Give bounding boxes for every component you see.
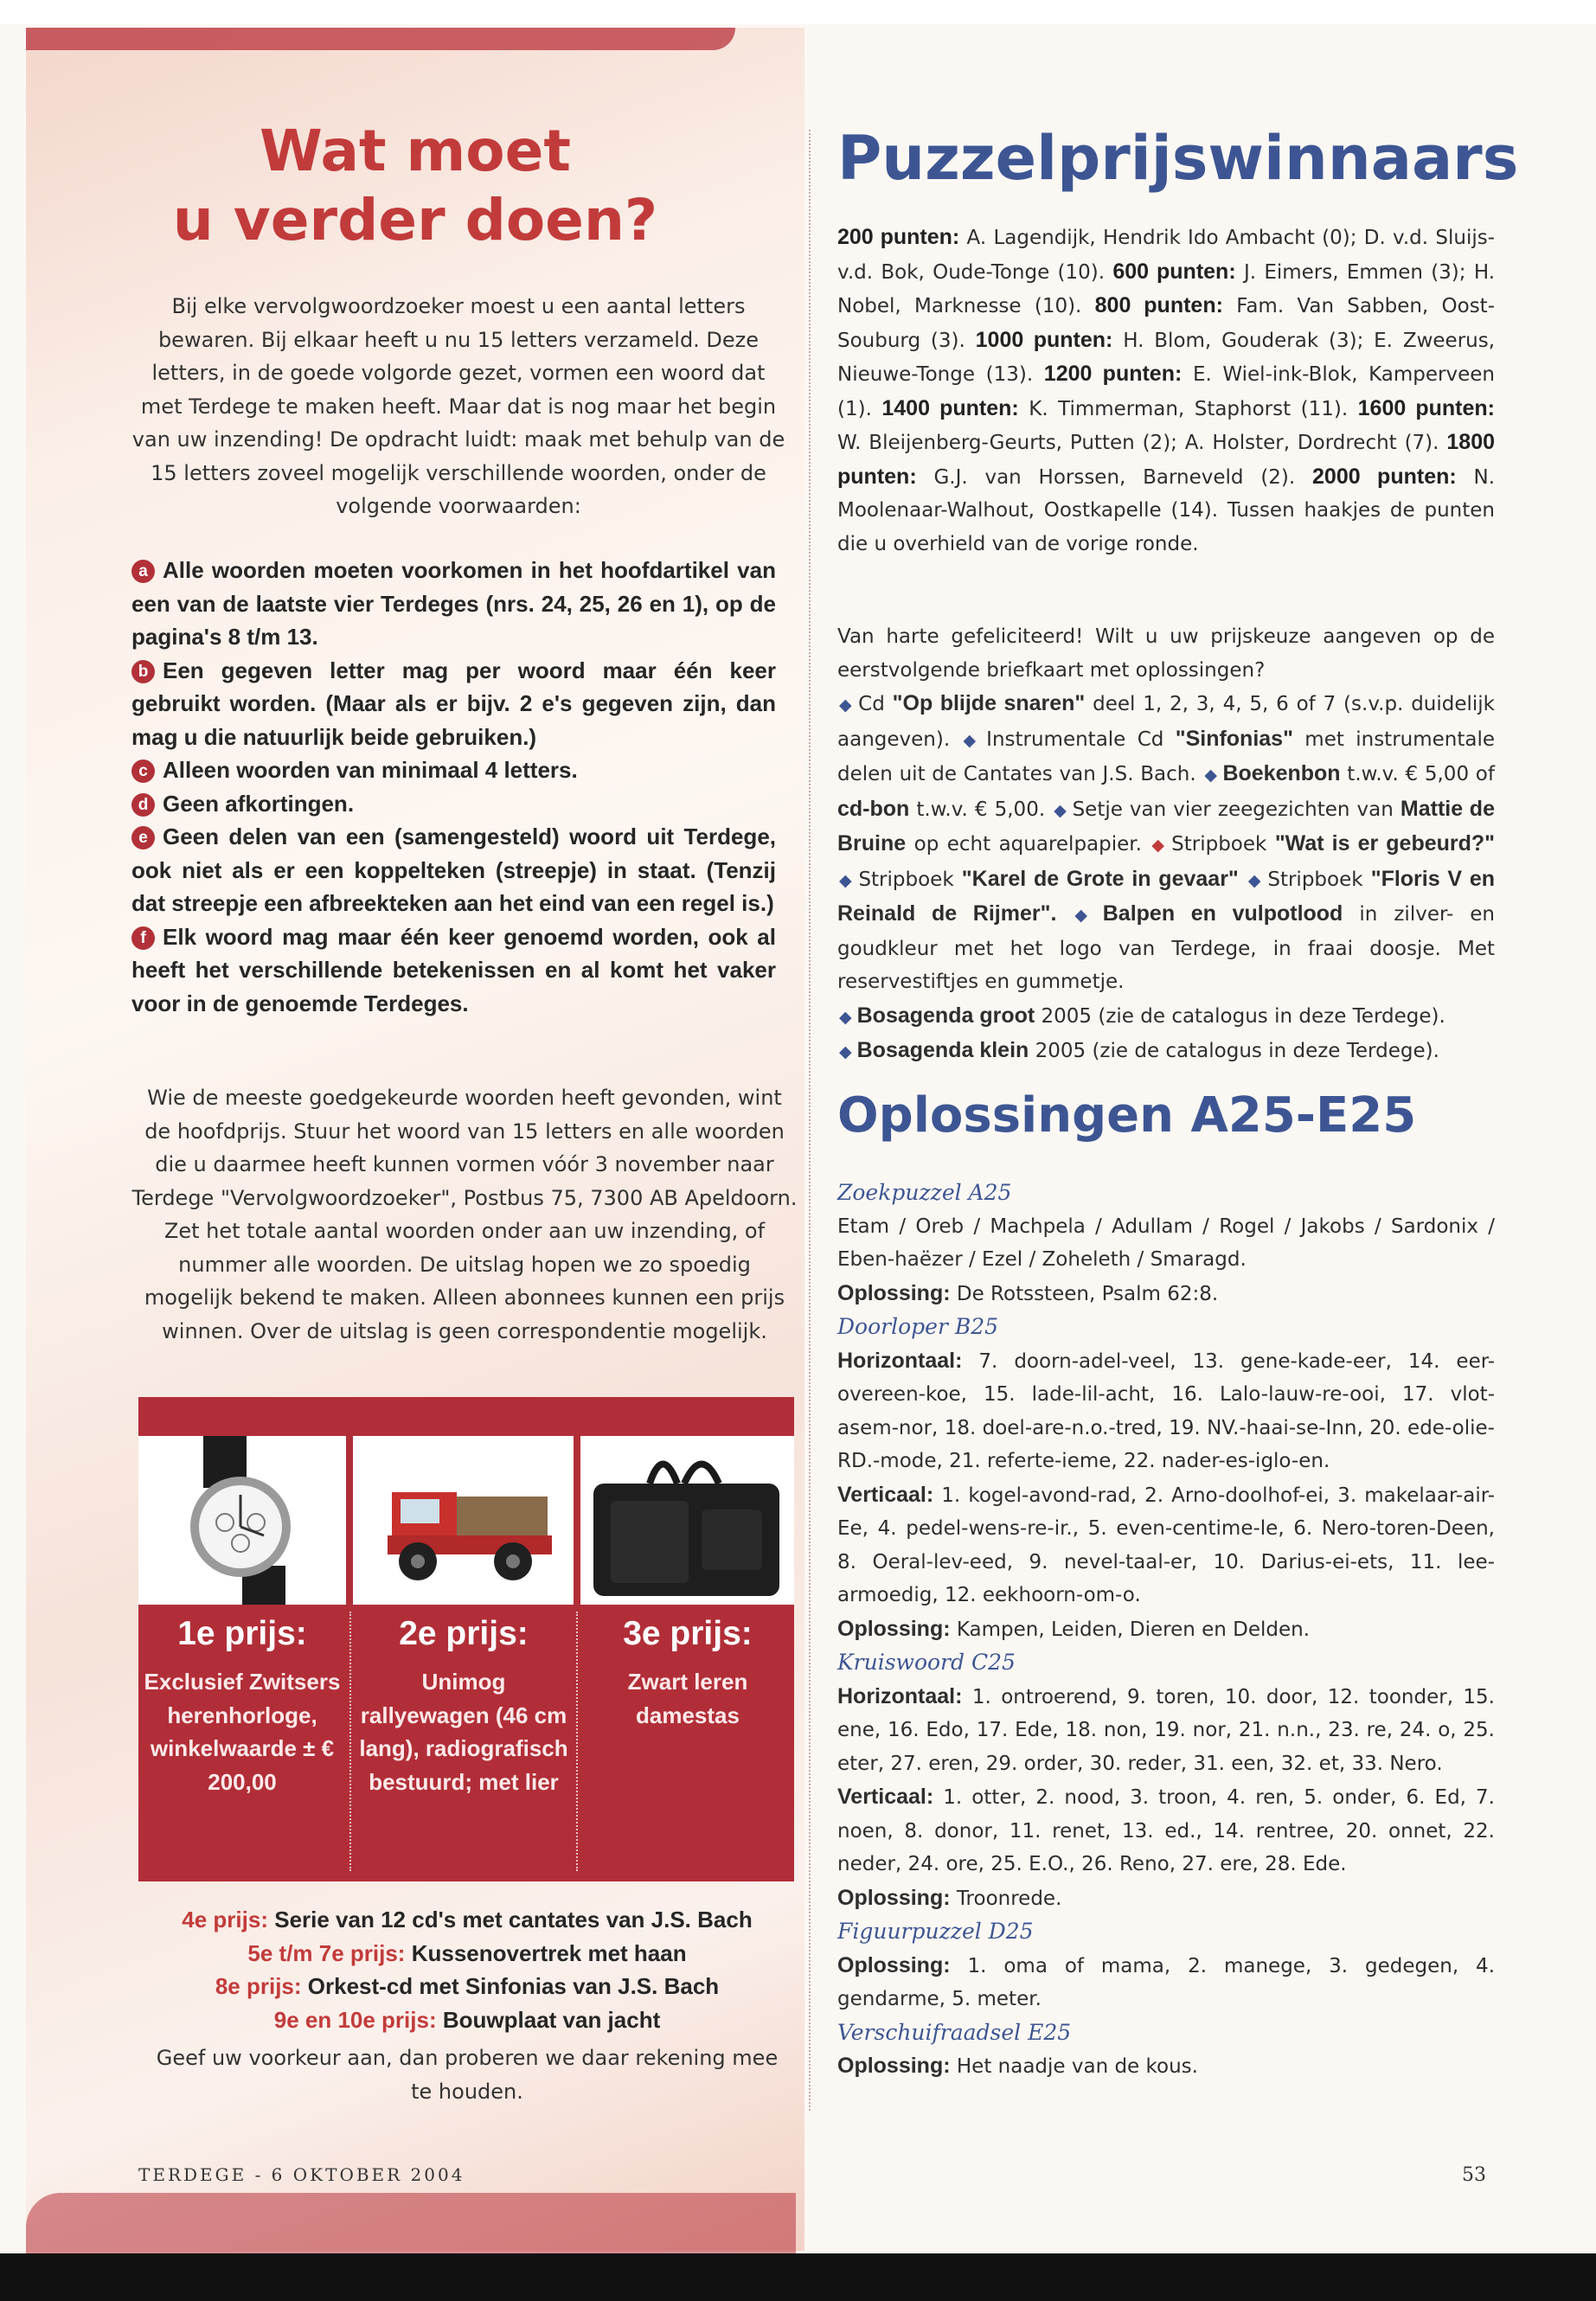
winners-title: Puzzelprijswinnaars bbox=[837, 123, 1519, 194]
diamond-bullet-icon: ◆ bbox=[839, 1042, 852, 1061]
item-text: t.w.v. € 5,00 of bbox=[1347, 763, 1495, 785]
closing-paragraph: Wie de meeste goedgekeurde woorden heeft gevonden, wint de hoofdprijs. Stuur het woord van 15 letters en alle woorden die u daarmee heeft kunnen vormen vóór 3 november naar Terdege "Vervolgwoordzoeker", Postbus 75, 7300 AB Apeldoorn. Zet het totale aantal woorden onder aan uw inzending, of nummer alle woorden. De uitslag hopen we zo spoedig mogelijk bekend te maken. Alleen abonnees kunnen een prijs winnen. Over de uitslag is geen correspondentie mogelijk. bbox=[131, 1086, 798, 1343]
other-prizes-list bbox=[138, 1903, 796, 2036]
item-text: Stripboek bbox=[1267, 868, 1363, 891]
preference-note: Geef uw voorkeur aan, dan proberen we daar rekening mee te houden. bbox=[156, 2046, 779, 2104]
points-label: 2000 punten: bbox=[1312, 464, 1457, 489]
solution-text: De Rotssteen, Psalm 62:8. bbox=[956, 1282, 1219, 1305]
item-text: 2005 (zie de catalogus in deze Terdege). bbox=[1035, 1040, 1439, 1062]
item-text: op echt aquarelpapier. bbox=[913, 833, 1142, 856]
winner-names: A. Lagendijk, Hendrik Ido Ambacht (0); D. v.d. Sluijs-v.d. Bok, Oude-Tonge (10). bbox=[837, 227, 1496, 284]
prize-panel bbox=[138, 1397, 794, 1881]
diamond-bullet-icon: ◆ bbox=[1054, 800, 1067, 820]
item-name: Boekenbon bbox=[1222, 761, 1341, 785]
prize-description: Unimog rallyewagen (46 cm lang), radiografisch bestuurd; met lier bbox=[359, 1669, 568, 1795]
watch-photo bbox=[138, 1436, 346, 1605]
red-brush-stroke-bottom bbox=[26, 2193, 796, 2253]
winner-names: H. Blom, Gouderak (3); E. Zweerus, Nieuwe-Tonge (13). bbox=[837, 329, 1496, 386]
diamond-bullet-icon: ◆ bbox=[1151, 836, 1167, 855]
agenda-item bbox=[837, 999, 1495, 1035]
rule-text: Geen delen van een (samengesteld) woord uit Terdege, ook niet als er een koppelteken (streepje) in staat. (Tenzij dat streepje een afbreekteken aan het eind van een regel is.) bbox=[131, 824, 776, 916]
diamond-bullet-icon: ◆ bbox=[839, 870, 854, 890]
puzzle-horizontal bbox=[837, 1344, 1495, 1478]
winners-paragraph bbox=[837, 221, 1495, 561]
puzzle-solution bbox=[837, 1612, 1495, 1647]
diamond-bullet-icon: ◆ bbox=[963, 730, 982, 750]
rule-d bbox=[131, 787, 776, 821]
puzzle-heading: Doorloper B25 bbox=[837, 1314, 999, 1339]
item-text: Setje van vier zeegezichten van bbox=[1072, 798, 1394, 821]
headline-line-1: Wat moet bbox=[260, 118, 571, 184]
column-divider bbox=[809, 130, 811, 2111]
direction-label: Horizontaal: bbox=[837, 1348, 963, 1373]
rule-text: Een gegeven letter mag per woord maar één keer gebruikt worden. (Maar als er bijv. 2 e's gegeven zijn, dan mag u die natuurlijk beide gebruiken.) bbox=[131, 657, 776, 750]
item-name: Bosagenda groot bbox=[856, 1003, 1035, 1028]
prize-label: 2e prijs: bbox=[399, 1615, 529, 1652]
item-text: t.w.v. € 5,00. bbox=[916, 798, 1046, 821]
solution-text: Het naadje van de kous. bbox=[956, 2055, 1198, 2078]
agenda-item bbox=[837, 1034, 1495, 1069]
item-text: deel 1, 2, 3, 4, 5, 6 of 7 (s.v.p. duidelijk aangeven). bbox=[837, 693, 1496, 751]
item-name: Bosagenda klein bbox=[856, 1038, 1029, 1062]
watch-icon bbox=[138, 1436, 346, 1605]
prize-desc: Bouwplaat van jacht bbox=[442, 2006, 661, 2033]
puzzle-heading: Verschuifraadsel E25 bbox=[837, 2019, 1072, 2045]
prize-label: 1e prijs: bbox=[177, 1615, 307, 1652]
puzzle-heading: Kruiswoord C25 bbox=[837, 1650, 1016, 1675]
solutions-section bbox=[837, 1176, 1495, 2084]
puzzle-solution bbox=[837, 1277, 1495, 1311]
prize-1 bbox=[138, 1612, 346, 1871]
rules-list bbox=[131, 554, 776, 1020]
item-text: Instrumentale Cd bbox=[986, 727, 1164, 751]
winners-note: Tussen haakjes de punten die u overhield van de vorige ronde. bbox=[837, 499, 1495, 555]
points-label: 1000 punten: bbox=[975, 327, 1113, 352]
prize-desc: Orkest-cd met Sinfonias van J.S. Bach bbox=[307, 1973, 720, 1999]
diamond-bullet-icon: ◆ bbox=[839, 695, 854, 715]
rule-letter-badge: a bbox=[131, 560, 155, 583]
answers-text: 1. ontroerend, 9. toren, 10. door, 12. toonder, 15. ene, 16. Edo, 17. Ede, 18. non, 19. nor, 21. n.n., 23. re, 24. o, 25. eter, 27. eren, 29. order, 30. reder, 31. een, 32. et, 33. Nero. bbox=[837, 1685, 1495, 1775]
item-name: "Wat is er gebeurd?" bbox=[1274, 831, 1496, 856]
solution-text: 1. oma of mama, 2. manege, 3. gedegen, 4. gendarme, 5. meter. bbox=[837, 1954, 1496, 2010]
answers-text: 7. doorn-adel-veel, 13. gene-kade-eer, 14. eer-overeen-koe, 15. lade-lil-acht, 16. Lalo-lauw-re-ooi, 17. vlot-asem-nor, 18. doel-are-n.o.-tred, 19. NV.-haai-se-Inn, 20. ede-olie-RD.-mode, 21. referte-ieme, 22. nader-es-iglo-en. bbox=[837, 1349, 1496, 1472]
item-name: Balpen en vulpotlood bbox=[1102, 901, 1343, 926]
puzzle-heading: Figuurpuzzel D25 bbox=[837, 1919, 1034, 1944]
rule-e bbox=[131, 820, 776, 920]
item-text: 2005 (zie de catalogus in deze Terdege). bbox=[1041, 1004, 1445, 1028]
solution-text: Troonrede. bbox=[956, 1887, 1062, 1910]
item-text: Stripboek bbox=[1171, 833, 1267, 856]
solution-label: Oplossing: bbox=[837, 2054, 951, 2078]
direction-label: Verticaal: bbox=[837, 1785, 934, 1809]
points-label: 600 punten: bbox=[1112, 259, 1236, 284]
congrats-text: Van harte gefeliciteerd! Wilt u uw prijskeuze aangeven op de eerstvolgende briefkaart met oplossingen? bbox=[837, 625, 1495, 682]
winner-names: G.J. van Horssen, Barneveld (2). bbox=[933, 465, 1296, 489]
prize-desc: Kussenovertrek met haan bbox=[411, 1939, 687, 1966]
puzzle-horizontal bbox=[837, 1680, 1495, 1781]
item-name: "Floris V en Reinald de Rijmer". bbox=[837, 866, 1496, 926]
solution-label: Oplossing: bbox=[837, 1885, 951, 1910]
points-label: 200 punten: bbox=[837, 225, 960, 249]
handbag-icon bbox=[580, 1436, 794, 1605]
solution-label: Oplossing: bbox=[837, 1280, 951, 1305]
puzzle-solution bbox=[837, 2049, 1495, 2084]
puzzle-heading: Zoekpuzzel A25 bbox=[837, 1180, 1012, 1205]
item-name: cd-bon bbox=[837, 796, 910, 821]
prize-rank: 9e en 10e prijs: bbox=[273, 2006, 437, 2033]
prize-line bbox=[138, 1970, 796, 2003]
scan-top-margin bbox=[0, 0, 1596, 24]
diamond-bullet-icon: ◆ bbox=[1074, 906, 1098, 925]
points-label: 1400 punten: bbox=[881, 395, 1019, 420]
answers-text: 1. kogel-avond-rad, 2. Arno-doolhof-ei, 3. makelaar-air-Ee, 4. pedel-wens-re-ir., 5. even-centime-le, 6. Nero-toren-Deen, 8. Oeral-lev-eed, 9. nevel-taal-er, 10. Darius-ei-ets, 11. lee-armoedig, 12. eekhoorn-om-o. bbox=[837, 1484, 1496, 1606]
points-label: 1600 punten: bbox=[1357, 395, 1496, 420]
rule-letter-badge: d bbox=[131, 793, 155, 817]
left-headline bbox=[138, 117, 692, 255]
prize-rank: 8e prijs: bbox=[215, 1973, 302, 1999]
direction-label: Horizontaal: bbox=[837, 1683, 963, 1708]
rule-c bbox=[131, 753, 776, 787]
prize-rank: 4e prijs: bbox=[182, 1907, 268, 1932]
points-label: 800 punten: bbox=[1094, 293, 1223, 317]
prize-rank: 5e t/m 7e prijs: bbox=[247, 1939, 406, 1966]
direction-label: Verticaal: bbox=[837, 1482, 934, 1507]
rule-f bbox=[131, 920, 776, 1021]
truck-icon bbox=[353, 1436, 574, 1605]
red-brush-stroke-top bbox=[26, 28, 735, 50]
diamond-bullet-icon: ◆ bbox=[1247, 870, 1263, 890]
winner-names: Fam. Van Sabben, Oost-Souburg (3). bbox=[837, 295, 1495, 352]
catalog-list bbox=[837, 687, 1495, 999]
diamond-bullet-icon: ◆ bbox=[839, 1007, 852, 1027]
prize-description: Exclusief Zwitsers herenhorloge, winkelwaarde ± € 200,00 bbox=[144, 1669, 341, 1795]
truck-photo bbox=[353, 1436, 574, 1605]
item-text: met instrumentale delen uit de Cantates van J.S. Bach. bbox=[837, 727, 1496, 785]
puzzle-vertical bbox=[837, 1478, 1495, 1612]
prize-desc: Serie van 12 cd's met cantates van J.S. Bach bbox=[274, 1907, 753, 1932]
prize-line bbox=[138, 2003, 796, 2037]
puzzle-solution bbox=[837, 1949, 1495, 2016]
prize-choice-section bbox=[837, 620, 1495, 1069]
answers-text: 1. otter, 2. nood, 3. troon, 4. ren, 5. onder, 6. Ed, 7. noen, 8. donor, 11. renet, 13. ed., 14. rentree, 20. onnet, 22. neder, 24. ore, 25. E.O., 26. Reno, 27. ere, 28. Ede. bbox=[837, 1786, 1495, 1875]
prize-label: 3e prijs: bbox=[623, 1615, 753, 1652]
rule-b bbox=[131, 654, 776, 754]
points-label: 1800 punten: bbox=[837, 430, 1496, 489]
prize-line bbox=[138, 1903, 796, 1937]
rule-text: Geen afkortingen. bbox=[163, 790, 355, 817]
winner-names: E. Wiel-ink-Blok, Kamperveen (1). bbox=[837, 363, 1495, 420]
puzzle-solution bbox=[837, 1881, 1495, 1916]
bag-photo bbox=[580, 1436, 794, 1605]
item-text: Cd bbox=[858, 693, 885, 715]
item-text: in zilver- en goudkleur met het logo van Terdege, in fraai doosje. Met reservestiftjes en gummetje. bbox=[837, 903, 1496, 993]
item-name: "Sinfonias" bbox=[1175, 726, 1293, 751]
winner-names: J. Eimers, Emmen (3); H. Nobel, Marknesse (10). bbox=[837, 260, 1496, 317]
rule-text: Alleen woorden van minimaal 4 letters. bbox=[163, 757, 578, 783]
diamond-bullet-icon: ◆ bbox=[1204, 766, 1218, 785]
item-name: "Op blijde snaren" bbox=[892, 691, 1086, 715]
solution-label: Oplossing: bbox=[837, 1952, 951, 1977]
prize-description: Zwart leren damestas bbox=[627, 1669, 748, 1728]
rule-text: Elk woord mag maar één keer genoemd worden, ook al heeft het verschillende betekenissen en al komt het vaker voor in de genoemde Terdeges. bbox=[131, 923, 776, 1016]
rule-text: Alle woorden moeten voorkomen in het hoofdartikel van een van de laatste vier Terdeges (nrs. 24, 25, 26 en 1), op de pagina's 8 t/m 13. bbox=[131, 557, 776, 650]
intro-paragraph: Bij elke vervolgwoordzoeker moest u een aantal letters bewaren. Bij elkaar heeft u nu 15 letters verzameld. Deze letters, in de goede volgorde gezet, vormen een woord dat met Terdege te maken heeft. Maar dat is nog maar het begin van uw inzending! De opdracht luidt: maak met behulp van de 15 letters zoveel mogelijk verschillende woorden, onder de volgende voorwaarden: bbox=[131, 294, 785, 518]
solution-label: Oplossing: bbox=[837, 1616, 951, 1641]
page-number: 53 bbox=[1462, 2164, 1486, 2186]
scan-bottom-edge bbox=[0, 2253, 1596, 2301]
rule-letter-badge: b bbox=[131, 660, 155, 683]
puzzle-vertical bbox=[837, 1780, 1495, 1881]
rule-letter-badge: e bbox=[131, 826, 155, 849]
rule-letter-badge: c bbox=[131, 760, 155, 783]
prize-separator bbox=[349, 1612, 351, 1871]
winner-names: W. Bleijenberg-Geurts, Putten (2); A. Holster, Dordrecht (7). bbox=[837, 432, 1439, 454]
prize-separator bbox=[576, 1612, 578, 1871]
winner-names: K. Timmerman, Staphorst (11). bbox=[1029, 397, 1349, 420]
prize-2 bbox=[355, 1612, 573, 1871]
item-name: "Karel de Grote in gevaar" bbox=[961, 866, 1239, 891]
solution-text: Kampen, Leiden, Dieren en Delden. bbox=[956, 1618, 1311, 1641]
footer-publication: TERDEGE - 6 OKTOBER 2004 bbox=[138, 2164, 465, 2185]
points-label: 1200 punten: bbox=[1043, 362, 1183, 386]
winner-names: N. Moolenaar-Walhout, Oostkapelle (14). bbox=[837, 465, 1496, 522]
puzzle-body: Etam / Oreb / Machpela / Adullam / Rogel / Jakobs / Sardonix / Eben-haëzer / Ezel / Zoheleth / Smaragd. bbox=[837, 1215, 1495, 1271]
item-name: Mattie de Bruine bbox=[837, 796, 1495, 856]
item-text: Stripboek bbox=[858, 868, 954, 891]
prize-3 bbox=[581, 1612, 794, 1871]
rule-letter-badge: f bbox=[131, 926, 155, 950]
rule-a bbox=[131, 554, 776, 654]
headline-line-2: u verder doen? bbox=[172, 187, 658, 253]
prize-line bbox=[138, 1937, 796, 1971]
solutions-title: Oplossingen A25-E25 bbox=[837, 1087, 1417, 1144]
